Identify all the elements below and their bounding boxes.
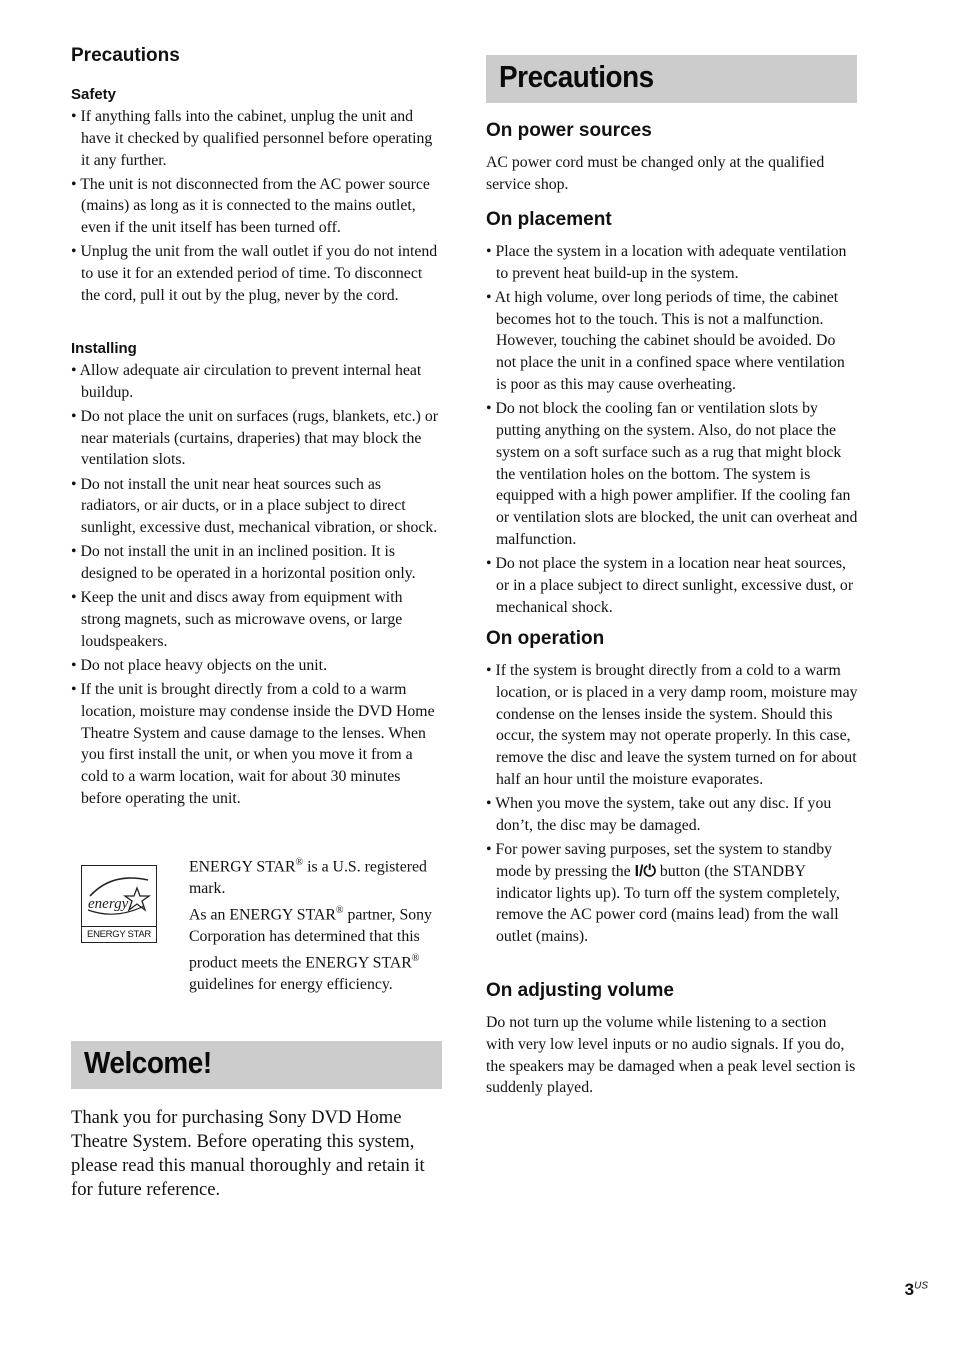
registered-mark: ® bbox=[295, 857, 304, 868]
list-item: • If the system is brought directly from a cold to a warm location, or is placed in a very damp room, moisture may condense on the lenses inside the system. Should this occur, the system may not operate properly. In this case, remove the disc and leave the system turned on for about half an hour until the moisture evaporates. bbox=[486, 660, 858, 791]
page-number-value: 3 bbox=[904, 1280, 915, 1299]
energy-text-part: guidelines for energy efficiency. bbox=[189, 975, 393, 993]
list-item: • Allow adequate air circulation to prevent internal heat buildup. bbox=[71, 360, 443, 404]
welcome-banner bbox=[71, 1041, 442, 1089]
list-item: • Keep the unit and discs away from equipment with strong magnets, such as microwave ovens, or large loudspeakers. bbox=[71, 587, 443, 652]
power-sources-body: AC power cord must be changed only at the qualified service shop. bbox=[486, 154, 825, 193]
adjusting-volume-body: Do not turn up the volume while listening to a section with very low level inputs or no audio signals. If you do, the speakers may be damaged when a peak level section is suddenly played. bbox=[486, 1014, 856, 1097]
standby-text-before: For power saving purposes, set the system to standby mode by pressing the bbox=[495, 840, 833, 880]
page-number-suffix: US bbox=[914, 1280, 928, 1292]
energy-logo-script: energy bbox=[88, 896, 129, 912]
energy-star-logo bbox=[81, 865, 157, 943]
registered-mark: ® bbox=[411, 952, 420, 964]
list-item bbox=[486, 839, 858, 948]
welcome-body: Thank you for purchasing Sony DVD Home Theatre System. Before operating this system, please read this manual thoroughly and retain it for future reference. bbox=[71, 1107, 425, 1200]
section-heading-precautions: Precautions bbox=[71, 45, 180, 66]
list-item: • The unit is not disconnected from the AC power source (mains) as long as it is connected to the mains outlet, even if the unit itself has been turned off. bbox=[71, 174, 443, 239]
page-number bbox=[905, 1280, 928, 1300]
standby-text-after: button (the STANDBY indicator lights up). To turn off the system completely, remove the AC power cord (mains lead) from the wall outlet (mains). bbox=[496, 862, 840, 946]
energy-text-part: is a U.S. registered mark. bbox=[189, 858, 427, 898]
list-item: • Do not place heavy objects on the unit. bbox=[71, 655, 443, 677]
list-item: • At high volume, over long periods of time, the cabinet becomes hot to the touch. This is not a malfunction. However, touching the cabinet should be avoided. Do not place the unit in a confined space where ventilation is poor as this may cause overheating. bbox=[486, 287, 858, 396]
heading-placement: On placement bbox=[486, 209, 612, 230]
power-standby-icon: I/⏻ bbox=[634, 862, 656, 880]
list-item: • Unplug the unit from the wall outlet if you do not intend to use it for an extended period of time. To disconnect the cord, pull it out by the plug, never by the cord. bbox=[71, 241, 443, 306]
list-item: • Do not install the unit near heat sources such as radiators, or air ducts, or in a place subject to direct sunlight, excessive dust, mechanical vibration, or shock. bbox=[71, 474, 443, 539]
installing-list bbox=[71, 360, 443, 812]
list-item: • Do not place the system in a location near heat sources, or in a place subject to direct sunlight, excessive dust, or mechanical shock. bbox=[486, 553, 858, 618]
safety-list bbox=[71, 106, 443, 309]
subheading-safety: Safety bbox=[71, 86, 117, 103]
welcome-heading: Welcome! bbox=[84, 1045, 212, 1080]
energy-text-part: partner, Sony Corporation has determined that this product meets the ENERGY STAR bbox=[189, 906, 432, 971]
operation-list bbox=[486, 660, 858, 950]
list-item: • If anything falls into the cabinet, unplug the unit and have it checked by qualified personnel before operating it any further. bbox=[71, 106, 443, 171]
list-item: • When you move the system, take out any disc. If you don’t, the disc may be damaged. bbox=[486, 793, 858, 837]
heading-power-sources: On power sources bbox=[486, 120, 652, 141]
list-item: • If the unit is brought directly from a cold to a warm location, moisture may condense inside the DVD Home Theatre System and cause damage to the lenses. When you first install the unit, or when you move it from a cold to a warm location, wait for about 30 minutes before operating the unit. bbox=[71, 679, 443, 810]
energy-text-part: ENERGY STAR bbox=[189, 858, 296, 876]
list-item: • Do not block the cooling fan or ventilation slots by putting anything on the system. Also, do not place the system on a soft surface such as a rug that might block the ventilation holes on the bottom. The system is equipped with a high power amplifier. If the cooling fan or ventilation slots are blocked, the unit can overheat and malfunction. bbox=[486, 398, 858, 551]
registered-mark: ® bbox=[335, 904, 344, 916]
list-item: • Do not place the unit on surfaces (rugs, blankets, etc.) or near materials (curtains, draperies) that may block the ventilation slots. bbox=[71, 406, 443, 471]
list-item: • Place the system in a location with adequate ventilation to prevent heat build-up in the system. bbox=[486, 241, 858, 285]
energy-star-caption: ENERGY STAR bbox=[82, 926, 156, 942]
energy-star-icon bbox=[82, 866, 156, 926]
list-item: • Do not install the unit in an inclined position. It is designed to be operated in a horizontal position only. bbox=[71, 541, 443, 585]
energy-text-part: As an ENERGY STAR bbox=[189, 906, 336, 924]
precautions-banner bbox=[486, 55, 857, 103]
energy-star-text bbox=[189, 852, 449, 996]
heading-adjusting-volume: On adjusting volume bbox=[486, 980, 674, 1001]
heading-operation: On operation bbox=[486, 628, 605, 649]
subheading-installing: Installing bbox=[71, 340, 137, 357]
precautions-heading: Precautions bbox=[499, 59, 654, 94]
placement-list bbox=[486, 241, 858, 621]
